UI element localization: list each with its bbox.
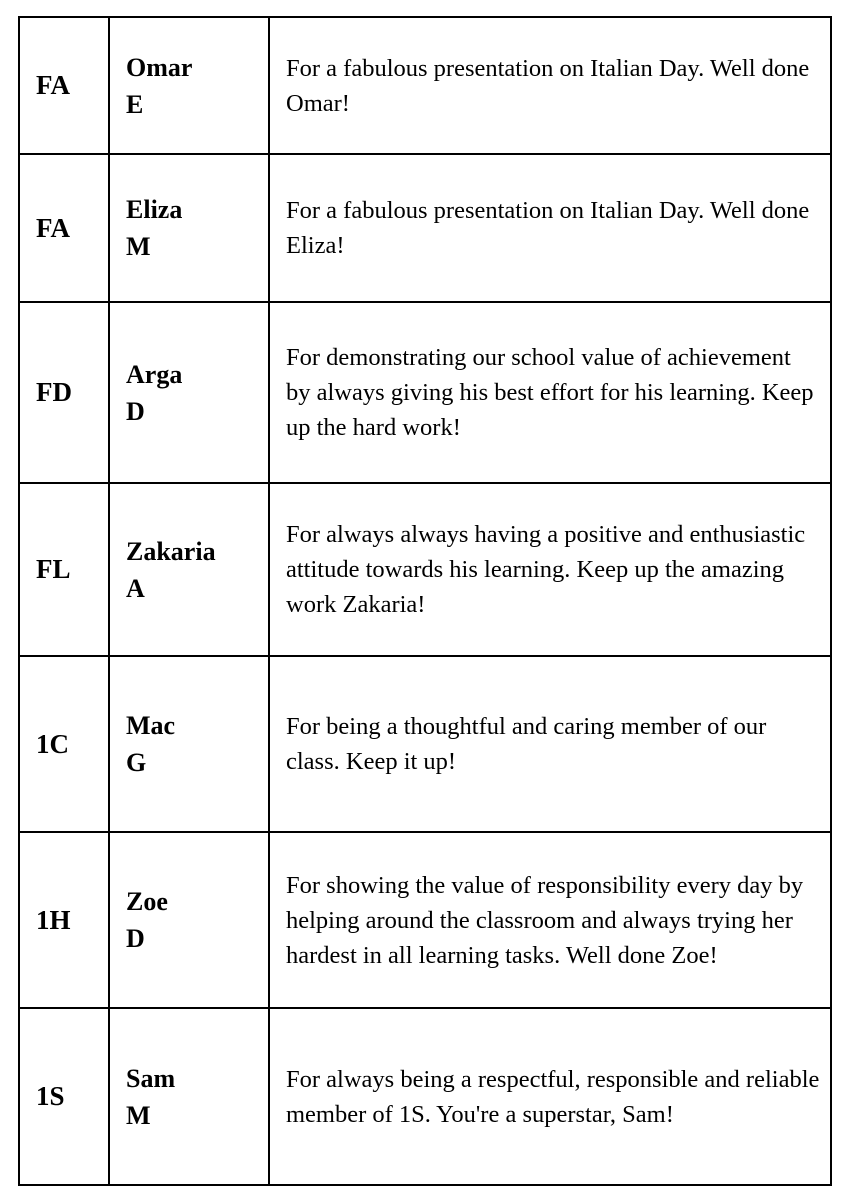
student-first-name: Mac: [126, 711, 176, 740]
student-first-name: Sam: [126, 1063, 176, 1093]
table-row: [19, 154, 831, 302]
table-row: [19, 656, 831, 832]
student-initial: G: [126, 748, 147, 777]
student-initial: M: [126, 232, 151, 261]
award-reason-cell: For a fabulous presentation on Italian Day. Well done Omar!: [269, 17, 831, 154]
student-initial: M: [126, 1100, 151, 1130]
student-initial: D: [126, 924, 145, 953]
class-cell: FL: [19, 483, 109, 656]
student-initial: D: [126, 396, 145, 426]
student-first-name: Zakaria: [126, 536, 216, 566]
student-first-name: Eliza: [126, 195, 183, 224]
award-reason-cell: For being a thoughtful and caring member of our class. Keep it up!: [269, 656, 831, 832]
table-row: [19, 483, 831, 656]
student-first-name: Omar: [126, 52, 193, 82]
award-reason-cell: For always always having a positive and enthusiastic attitude towards his learning. Keep up the amazing work Zakaria!: [269, 483, 831, 656]
student-name-cell: [109, 302, 269, 483]
table-row: [19, 302, 831, 483]
class-cell: 1S: [19, 1008, 109, 1185]
class-cell: 1C: [19, 656, 109, 832]
student-name-cell: [109, 17, 269, 154]
student-name-cell: [109, 656, 269, 832]
award-reason-cell: For demonstrating our school value of achievement by always giving his best effort for his learning. Keep up the hard work!: [269, 302, 831, 483]
student-name-cell: [109, 1008, 269, 1185]
table-row: [19, 832, 831, 1008]
student-initial: E: [126, 89, 144, 119]
class-cell: FA: [19, 17, 109, 154]
table-row: [19, 1008, 831, 1185]
class-cell: FA: [19, 154, 109, 302]
award-reason-cell: For always being a respectful, responsible and reliable member of 1S. You're a superstar, Sam!: [269, 1008, 831, 1185]
class-cell: FD: [19, 302, 109, 483]
table-row: [19, 17, 831, 154]
student-name-cell: [109, 483, 269, 656]
award-reason-cell: For showing the value of responsibility every day by helping around the classroom and always trying her hardest in all learning tasks. Well done Zoe!: [269, 832, 831, 1008]
awards-table: [18, 16, 832, 1186]
student-first-name: Zoe: [126, 887, 168, 916]
award-reason-cell: For a fabulous presentation on Italian Day. Well done Eliza!: [269, 154, 831, 302]
class-cell: 1H: [19, 832, 109, 1008]
student-first-name: Arga: [126, 359, 183, 389]
student-name-cell: [109, 832, 269, 1008]
student-initial: A: [126, 573, 145, 603]
student-name-cell: [109, 154, 269, 302]
